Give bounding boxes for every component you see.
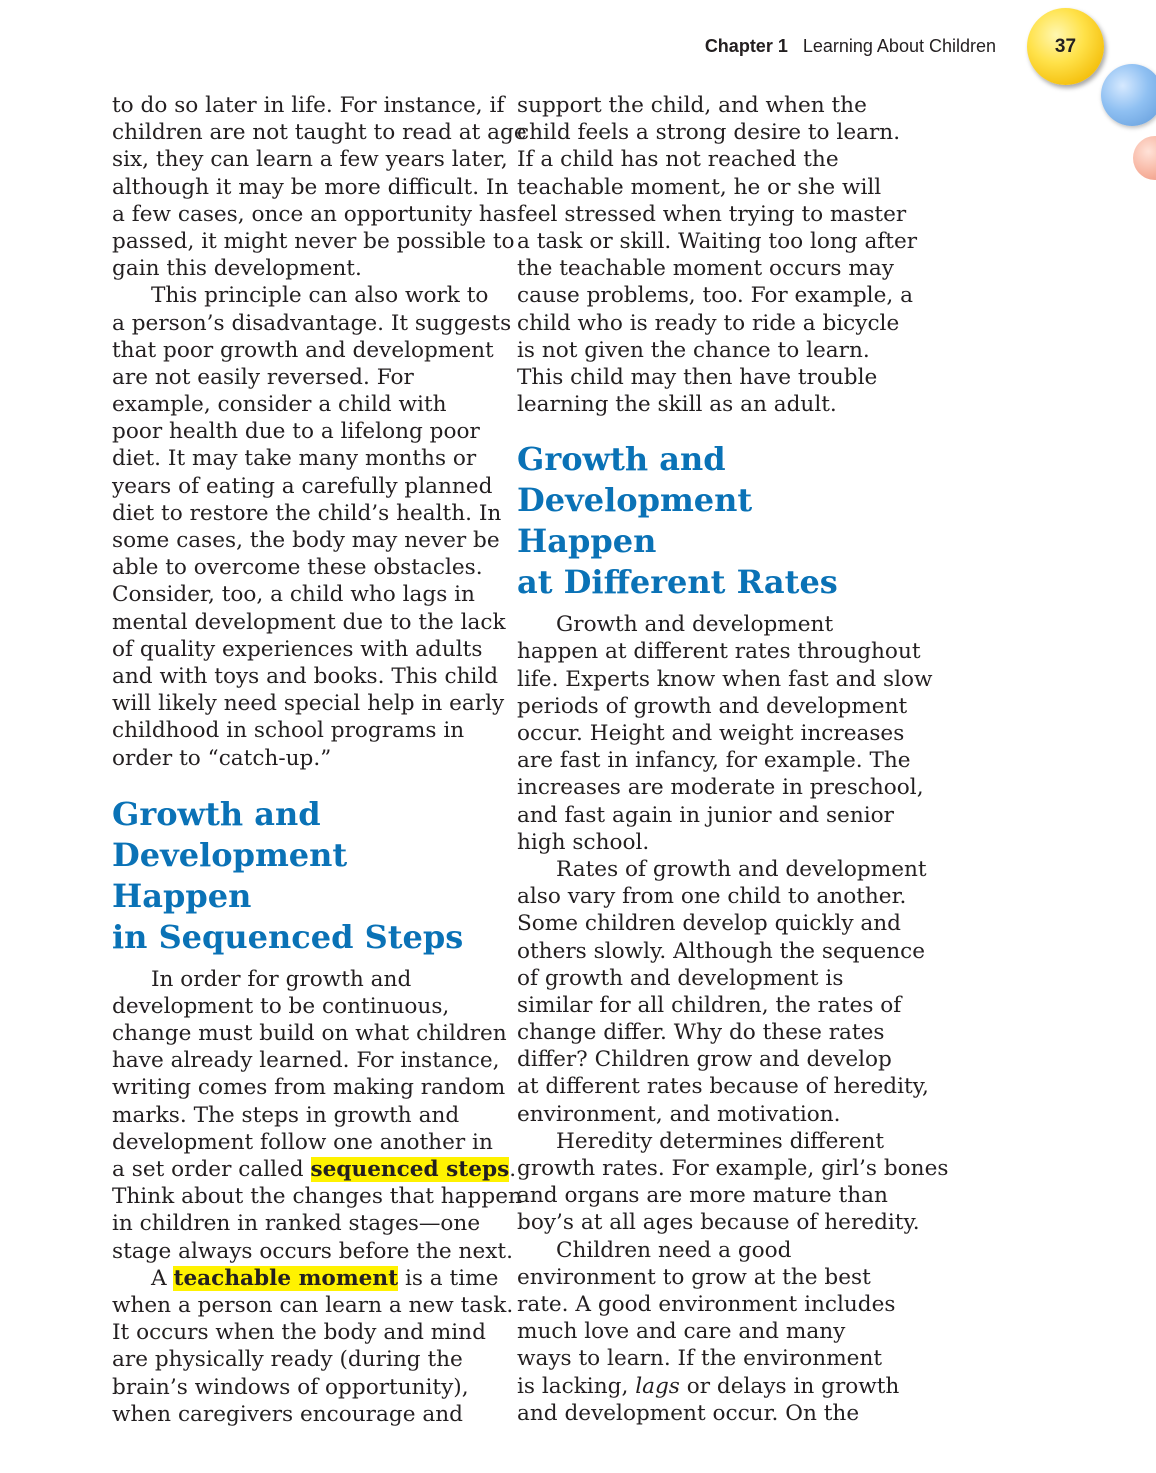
text-line: occur. Height and weight increases: [517, 721, 905, 746]
text-line: Children need a good: [556, 1237, 792, 1263]
text-line: Think about the changes that happen: [112, 1184, 522, 1210]
text-line: marks. The steps in growth and: [112, 1102, 460, 1128]
text-line: support the child, and when the: [517, 93, 867, 118]
text-line: are fast in infancy, for example. The: [517, 748, 911, 774]
text-run: A: [151, 1265, 174, 1291]
text-line: able to overcome these obstacles.: [112, 555, 483, 581]
text-line: brain’s windows of opportunity),: [112, 1374, 469, 1400]
text-line: to do so later in life. For instance, if: [112, 93, 505, 118]
text-line: passed, it might never be possible to: [112, 228, 515, 254]
text-line: This principle can also work to: [151, 283, 489, 309]
text-run: or delays in growth: [679, 1373, 900, 1399]
text-run: is a time: [398, 1265, 499, 1291]
text-line: is not given the chance to learn.: [517, 337, 870, 363]
key-term-teachable-moment: teachable moment: [173, 1265, 399, 1291]
text-line: much love and care and many: [517, 1319, 846, 1345]
text-line: a few cases, once an opportunity has: [112, 201, 517, 227]
paragraph: [517, 1128, 949, 1237]
text-line: In order for growth and: [151, 966, 412, 992]
text-line: Growth and development: [556, 612, 834, 638]
text-line: high school.: [517, 829, 650, 855]
heading-line: Growth and: [112, 794, 321, 833]
paragraph: [517, 92, 918, 418]
text-line: increases are moderate in preschool,: [517, 775, 924, 801]
text-line: [112, 1156, 517, 1183]
decorative-blue-circle: [1101, 64, 1156, 126]
text-line: a task or skill. Waiting too long after: [517, 228, 918, 254]
text-line: gain this development.: [112, 256, 362, 282]
text-line: order to “catch-up.”: [112, 745, 332, 771]
text-line: feel stressed when trying to master: [517, 201, 907, 227]
paragraph: [517, 1237, 900, 1427]
text-line: childhood in school programs in: [112, 718, 465, 744]
paragraph: [112, 1265, 514, 1428]
text-line: that poor growth and development: [112, 337, 494, 363]
left-column: [112, 92, 527, 1428]
text-line: stage always occurs before the next.: [112, 1238, 513, 1264]
text-line: some cases, the body may never be: [112, 528, 500, 553]
text-line: ways to learn. If the environment: [517, 1346, 883, 1372]
text-line: child feels a strong desire to learn.: [517, 120, 901, 146]
paragraph: [517, 856, 929, 1128]
text-line: life. Experts know when fast and slow: [517, 666, 933, 692]
text-line: child who is ready to ride a bicycle: [517, 310, 900, 336]
chapter-label: Chapter 1: [704, 36, 788, 56]
text-line: learning the skill as an adult.: [517, 392, 837, 418]
text-line: This child may then have trouble: [517, 364, 878, 390]
text-line: six, they can learn a few years later,: [112, 147, 508, 173]
running-header: [705, 36, 996, 57]
text-line: children are not taught to read at age: [112, 120, 527, 146]
text-line: cause problems, too. For example, a: [517, 283, 913, 309]
section-heading-different-rates: [517, 439, 892, 603]
text-line: mental development due to the lack: [112, 609, 506, 635]
page-number: 37: [1054, 35, 1077, 57]
text-line: also vary from one child to another.: [517, 884, 907, 910]
text-line: If a child has not reached the: [517, 147, 839, 173]
paragraph-lines: [112, 966, 507, 1156]
text-line: boy’s at all ages because of heredity.: [517, 1210, 920, 1236]
text-line: diet. It may take many months or: [112, 446, 477, 472]
text-line: and organs are more mature than: [517, 1183, 888, 1209]
text-line: Heredity determines different: [556, 1128, 885, 1154]
paragraph-lines: [112, 1292, 514, 1428]
right-column: [517, 92, 949, 1427]
heading-line: Growth and: [517, 440, 726, 479]
text-line: change must build on what children: [112, 1021, 507, 1047]
text-line: have already learned. For instance,: [112, 1048, 500, 1074]
text-line: teachable moment, he or she will: [517, 174, 882, 200]
text-line: when caregivers encourage and: [112, 1401, 463, 1427]
text-line: similar for all children, the rates of: [517, 992, 902, 1018]
text-run: a set order called: [112, 1157, 311, 1182]
text-line: at different rates because of heredity,: [517, 1074, 929, 1100]
text-line: [112, 1265, 499, 1292]
paragraph: [517, 611, 933, 856]
text-line: periods of growth and development: [517, 693, 908, 719]
text-line: development follow one another in: [112, 1129, 493, 1155]
key-term-sequenced-steps: sequenced steps: [310, 1157, 510, 1182]
paragraph: [112, 966, 522, 1265]
text-line: writing comes from making random: [112, 1075, 506, 1101]
text-line: of quality experiences with adults: [112, 636, 483, 662]
text-line: happen at different rates throughout: [517, 639, 921, 665]
heading-line: Development Happen: [112, 835, 348, 915]
text-line: of growth and development is: [517, 965, 844, 991]
text-line: and development occur. On the: [517, 1400, 860, 1426]
text-line: Consider, too, a child who lags in: [112, 582, 475, 608]
text-line: development to be continuous,: [112, 993, 450, 1019]
text-line: It occurs when the body and mind: [112, 1320, 486, 1346]
decorative-pink-circle: [1133, 136, 1156, 180]
text-line: environment, and motivation.: [517, 1101, 841, 1127]
text-line: the teachable moment occurs may: [517, 256, 894, 282]
heading-line: Development Happen: [517, 481, 753, 561]
text-line: although it may be more difficult. In: [112, 174, 509, 200]
paragraph-lines: [517, 1237, 896, 1373]
text-line: growth rates. For example, girl’s bones: [517, 1156, 949, 1181]
text-line: and with toys and books. This child: [112, 663, 499, 689]
text-line: will likely need special help in early: [112, 691, 505, 717]
section-heading-sequenced-steps: [112, 794, 487, 958]
text-line: poor health due to a lifelong poor: [112, 419, 480, 445]
text-line: years of eating a carefully planned: [112, 473, 493, 499]
text-line: others slowly. Although the sequence: [517, 938, 926, 964]
page-number-badge: [1027, 8, 1104, 85]
text-run: .: [509, 1157, 517, 1182]
text-line: example, consider a child with: [112, 392, 447, 418]
text-line: are not easily reversed. For: [112, 364, 414, 390]
text-line: differ? Children grow and develop: [517, 1047, 892, 1073]
text-line: a person’s disadvantage. It suggests: [112, 310, 512, 336]
text-line: when a person can learn a new task.: [112, 1292, 514, 1318]
text-line: change differ. Why do these rates: [517, 1020, 885, 1046]
text-line: Some children develop quickly and: [517, 911, 901, 937]
text-line: diet to restore the child’s health. In: [112, 500, 502, 526]
text-line: Rates of growth and development: [556, 856, 927, 882]
heading-line: at Different Rates: [517, 563, 838, 602]
text-line: rate. A good environment includes: [517, 1291, 896, 1317]
text-run: is lacking,: [517, 1373, 636, 1399]
text-line: [517, 1373, 900, 1400]
heading-line: in Sequenced Steps: [112, 917, 464, 956]
chapter-title: Learning About Children: [802, 36, 996, 56]
text-line: and fast again in junior and senior: [517, 802, 894, 828]
paragraph: [112, 282, 512, 771]
text-line: are physically ready (during the: [112, 1347, 463, 1373]
paragraph: [112, 92, 527, 282]
paragraph-lines: [112, 1183, 522, 1265]
italic-term-lags: lags: [635, 1373, 680, 1399]
text-line: environment to grow at the best: [517, 1264, 871, 1290]
text-line: in children in ranked stages—one: [112, 1211, 481, 1237]
